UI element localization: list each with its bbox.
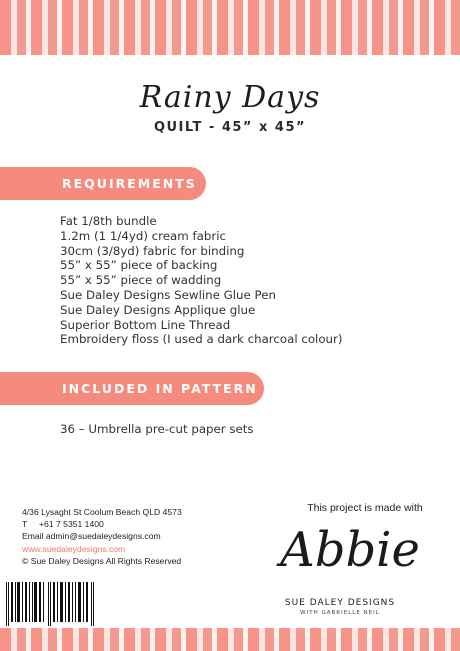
list-item: Superior Bottom Line Thread: [60, 317, 231, 332]
abbie-logo: Abbie: [280, 522, 420, 578]
requirements-list: [60, 214, 343, 347]
list-item: Embroidery floss (I used a dark charcoal colour): [60, 332, 343, 347]
list-item: 1.2m (1 1/4yd) cream fabric: [60, 228, 226, 243]
designer-name: SUE DALEY DESIGNS: [284, 598, 396, 608]
list-item: Fat 1/8th bundle: [60, 214, 157, 228]
top-stripe-border: [0, 0, 460, 55]
contact-copyright: © Sue Daley Designs All Rights Reserved: [22, 555, 182, 566]
list-item: 55” x 55” piece of backing: [60, 258, 218, 273]
contact-block: [22, 506, 182, 567]
made-with-text: This project is made with: [307, 502, 423, 514]
included-heading: INCLUDED IN PATTERN: [0, 372, 264, 405]
contact-phone: T +61 7 5351 1400: [22, 519, 104, 530]
contact-email[interactable]: Email admin@suedaleydesigns.com: [22, 531, 161, 542]
list-item: 30cm (3/8yd) fabric for binding: [60, 243, 245, 258]
requirements-heading: REQUIREMENTS: [0, 167, 206, 200]
barcode-bars-icon: [6, 582, 94, 626]
list-item: Sue Daley Designs Applique glue: [60, 302, 256, 317]
bottom-stripe-border: [0, 628, 460, 651]
included-list: [60, 422, 254, 437]
contact-website-link[interactable]: www.suedaleydesigns.com: [22, 543, 126, 554]
pattern-subtitle: QUILT - 45” x 45”: [153, 120, 307, 135]
list-item: 36 – Umbrella pre-cut paper sets: [60, 422, 254, 436]
designer-collab: WITH GABRIELLE NEIL: [300, 610, 380, 616]
list-item: 55” x 55” piece of wadding: [60, 273, 222, 288]
contact-address: 4/36 Lysaght St Coolum Beach QLD 4573: [22, 507, 182, 517]
list-item: Sue Daley Designs Sewline Glue Pen: [60, 287, 276, 302]
pattern-title: Rainy Days: [139, 80, 321, 115]
